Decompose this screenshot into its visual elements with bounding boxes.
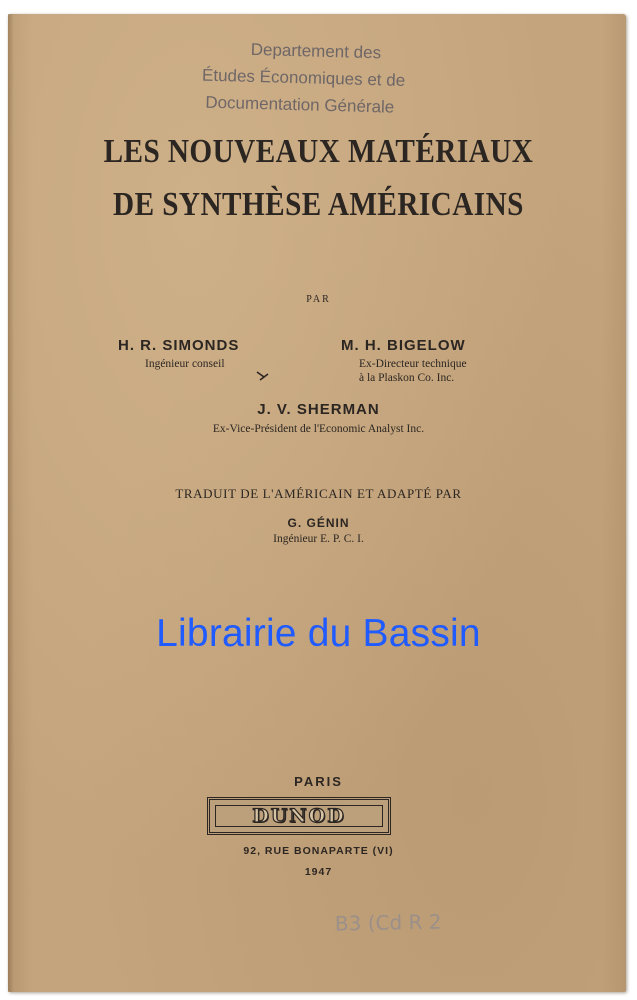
pencil-annotation: B3 (Cd R 2 [334,909,442,936]
ink-mark-icon [256,370,270,382]
author-2-role-line-2: à la Plaskon Co. Inc. [359,372,455,384]
book-title [45,125,593,231]
title-line-1: LES NOUVEAUX MATÉRIAUX [103,133,534,170]
publisher-address: 92, RUE BONAPARTE (VI) [243,845,394,857]
author-3-role: Ex-Vice-Président de l'Economic Analyst Inc. [212,423,425,435]
publication-year: 1947 [304,866,333,878]
library-stamp [195,34,467,122]
publisher-city: PARIS [294,774,343,789]
par-label: PAR [306,294,331,305]
bookseller-watermark: Librairie du Bassin [156,612,481,655]
translator-role: Ingénieur E. P. C. I. [273,533,364,545]
stamp-line-1: Departement des [250,39,382,63]
title-line-2: DE SYNTHÈSE AMÉRICAINS [113,186,524,223]
author-2-name: M. H. BIGELOW [341,337,466,354]
dunod-logo-text: DUNOD [252,805,346,827]
dunod-logo [207,797,391,835]
author-1-name: H. R. SIMONDS [118,337,240,354]
stamp-line-3: Documentation Générale [205,92,395,117]
author-3-name: J. V. SHERMAN [257,401,380,418]
stamp-line-2: Études Économiques et de [201,65,406,90]
translator-intro: TRADUIT DE L'AMÉRICAIN ET ADAPTÉ PAR [175,486,462,501]
translator-name: G. GÉNIN [287,516,350,530]
author-1-role: Ingénieur conseil [145,358,225,370]
author-2-role-line-1: Ex-Directeur technique [359,358,467,370]
dunod-logo-frame [215,805,383,827]
